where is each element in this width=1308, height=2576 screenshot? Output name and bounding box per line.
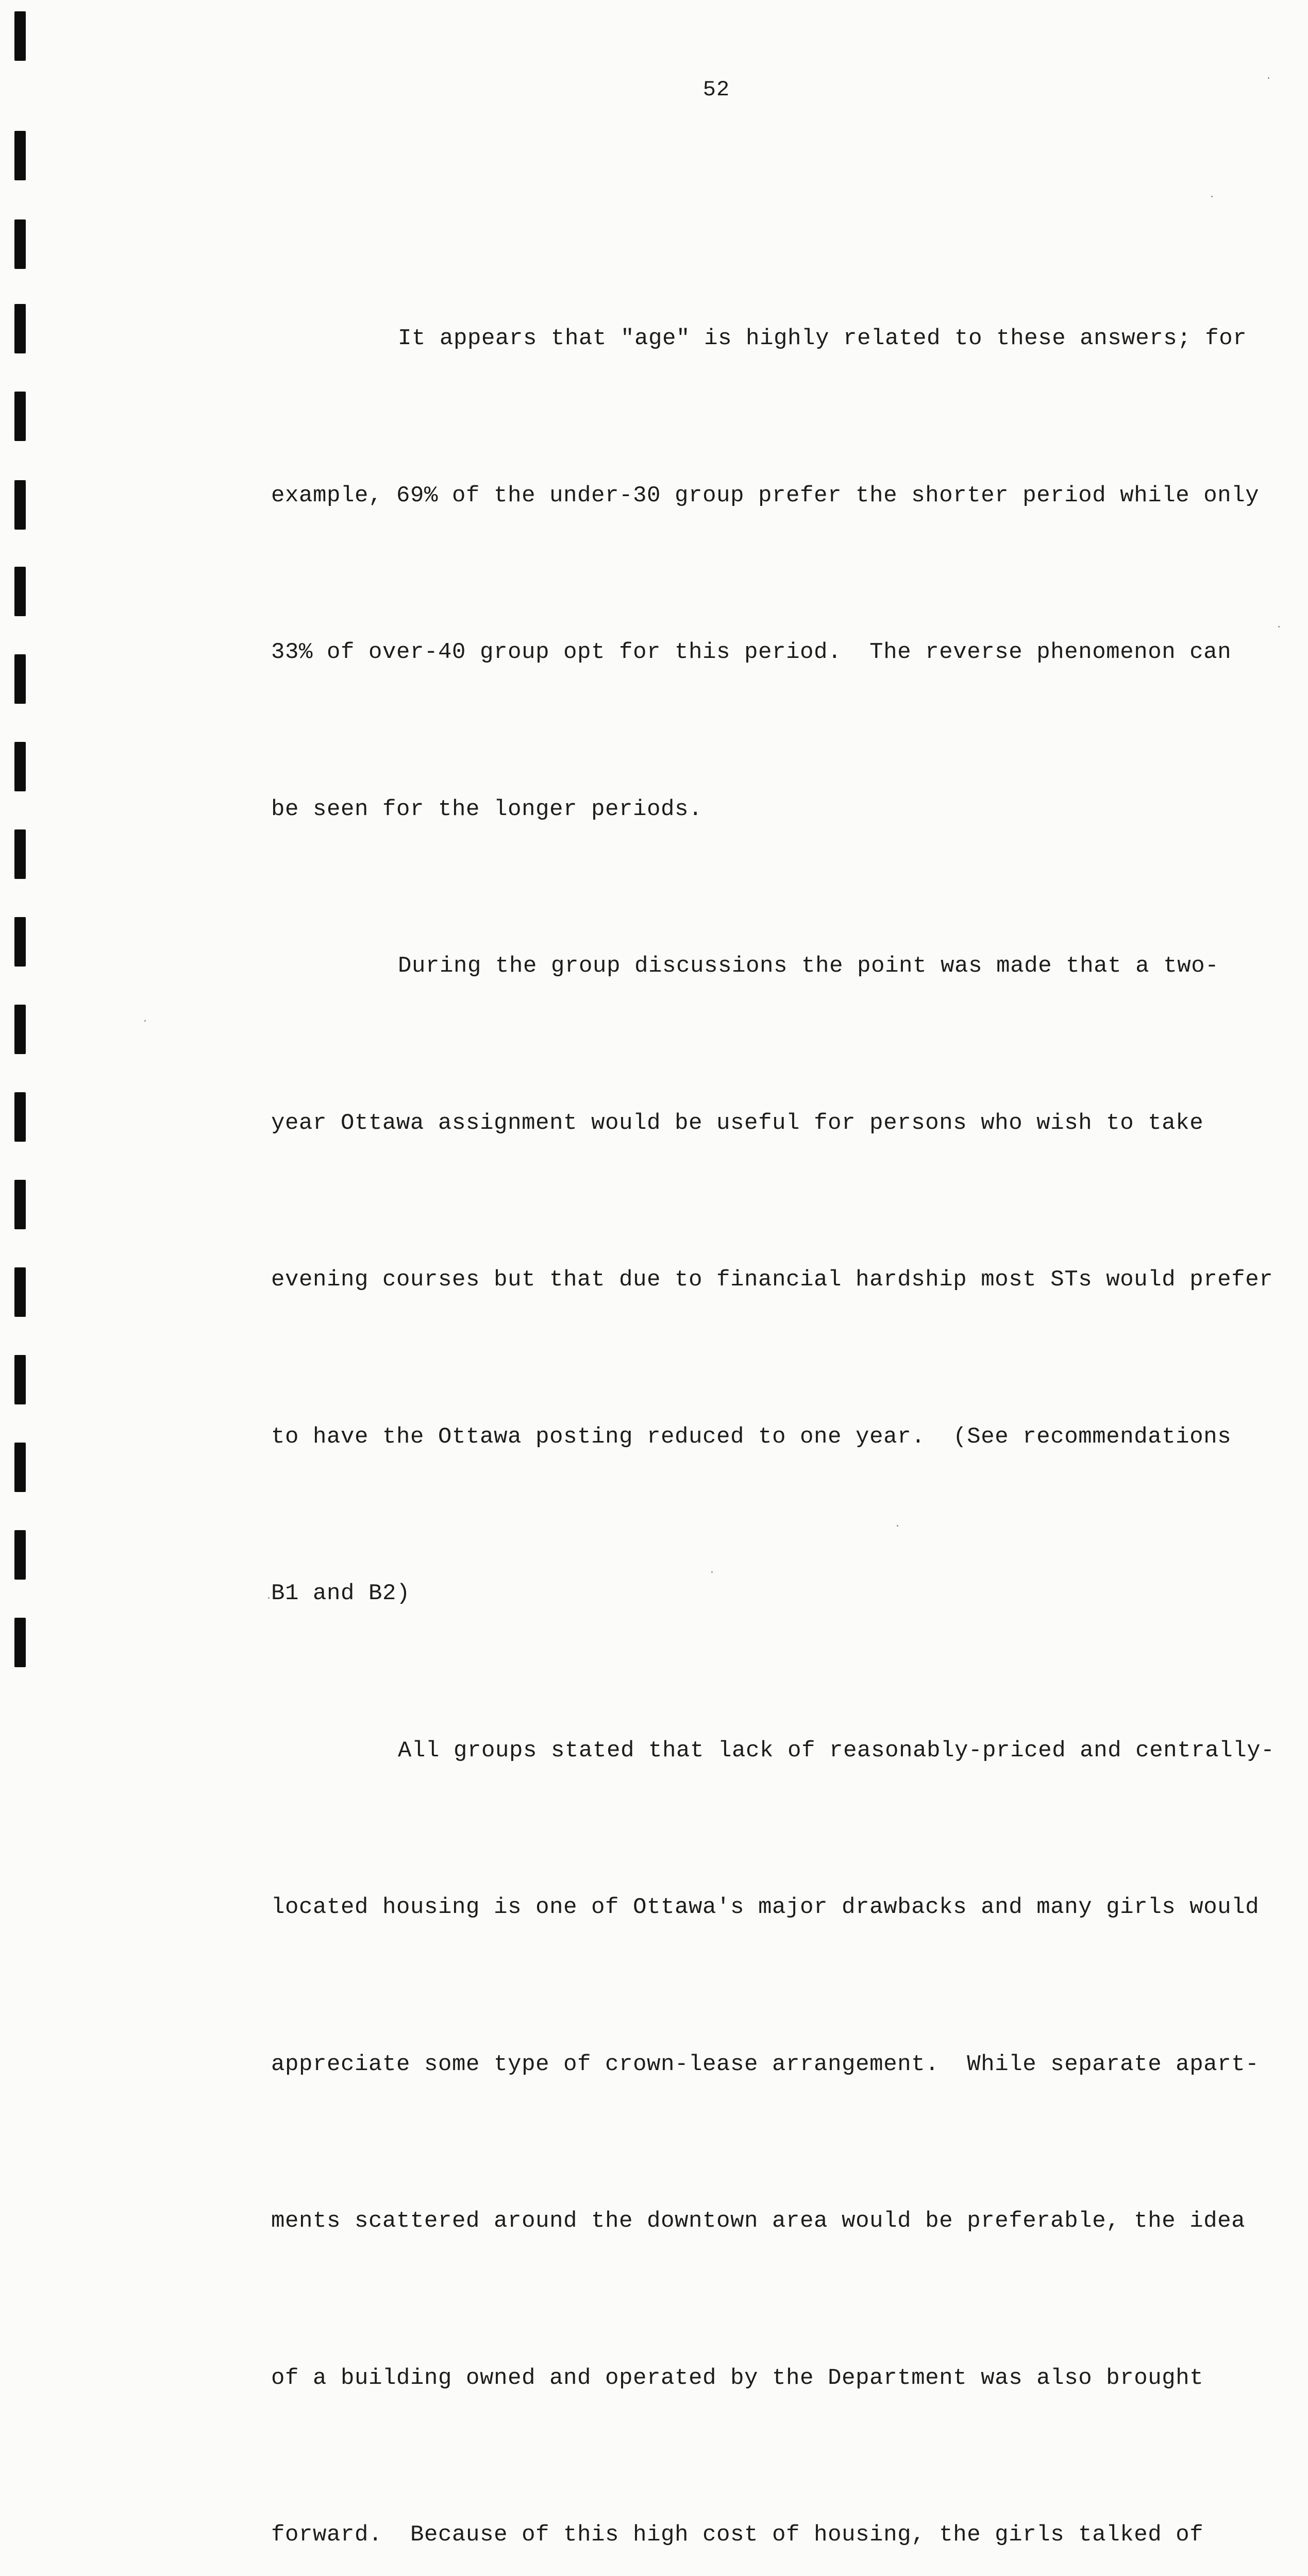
text-line: of a building owned and operated by the Department was also brought: [271, 2365, 1204, 2391]
scan-speck: [1278, 626, 1280, 628]
text-line: 33% of over-40 group opt for this period. The reverse phenomenon can: [271, 639, 1232, 665]
text-line: It appears that "age" is highly related to these answers; for: [398, 326, 1247, 351]
binding-mark: [14, 917, 26, 967]
binding-mark: [14, 1180, 26, 1229]
scan-speck: [1211, 196, 1213, 197]
scan-speck: [711, 1571, 713, 1573]
text-line: appreciate some type of crown-lease arrangement. While separate apart-: [271, 2051, 1260, 2077]
scan-speck: [144, 1020, 146, 1022]
text-line: be seen for the longer periods.: [271, 796, 703, 822]
binding-mark: [14, 1443, 26, 1492]
binding-mark: [14, 11, 26, 61]
binding-mark: [14, 392, 26, 441]
binding-mark: [14, 829, 26, 879]
scan-speck: [1268, 77, 1269, 79]
text-line: ments scattered around the downtown area would be preferable, the idea: [271, 2208, 1246, 2234]
body-text: [271, 208, 1275, 2576]
binding-mark: [14, 567, 26, 616]
binding-marks: [9, 0, 30, 1715]
scan-speck: [268, 1597, 270, 1599]
binding-mark: [14, 304, 26, 353]
binding-mark: [14, 1530, 26, 1580]
text-line: example, 69% of the under-30 group prefer the shorter period while only: [271, 482, 1260, 509]
text-line: to have the Ottawa posting reduced to one year. (See recommendations: [271, 1423, 1232, 1450]
scan-speck: [897, 1525, 898, 1527]
binding-mark: [14, 219, 26, 269]
text-line: year Ottawa assignment would be useful for persons who wish to take: [271, 1110, 1204, 1136]
page-number: 52: [702, 77, 730, 102]
text-line: evening courses but that due to financial hardship most STs would prefer: [271, 1267, 1273, 1293]
text-line: B1 and B2): [271, 1581, 411, 1606]
binding-mark: [14, 1267, 26, 1317]
binding-mark: [14, 1618, 26, 1667]
text-line: During the group discussions the point was made that a two-: [398, 953, 1219, 979]
binding-mark: [14, 131, 26, 180]
text-line: located housing is one of Ottawa's major drawbacks and many girls would: [271, 1894, 1260, 1920]
binding-mark: [14, 1092, 26, 1142]
text-line: forward. Because of this high cost of housing, the girls talked of: [271, 2522, 1204, 2548]
text-line: All groups stated that lack of reasonably-priced and centrally-: [398, 1737, 1275, 1764]
binding-mark: [14, 1355, 26, 1404]
binding-mark: [14, 480, 26, 530]
binding-mark: [14, 742, 26, 791]
binding-mark: [14, 654, 26, 704]
binding-mark: [14, 1005, 26, 1054]
